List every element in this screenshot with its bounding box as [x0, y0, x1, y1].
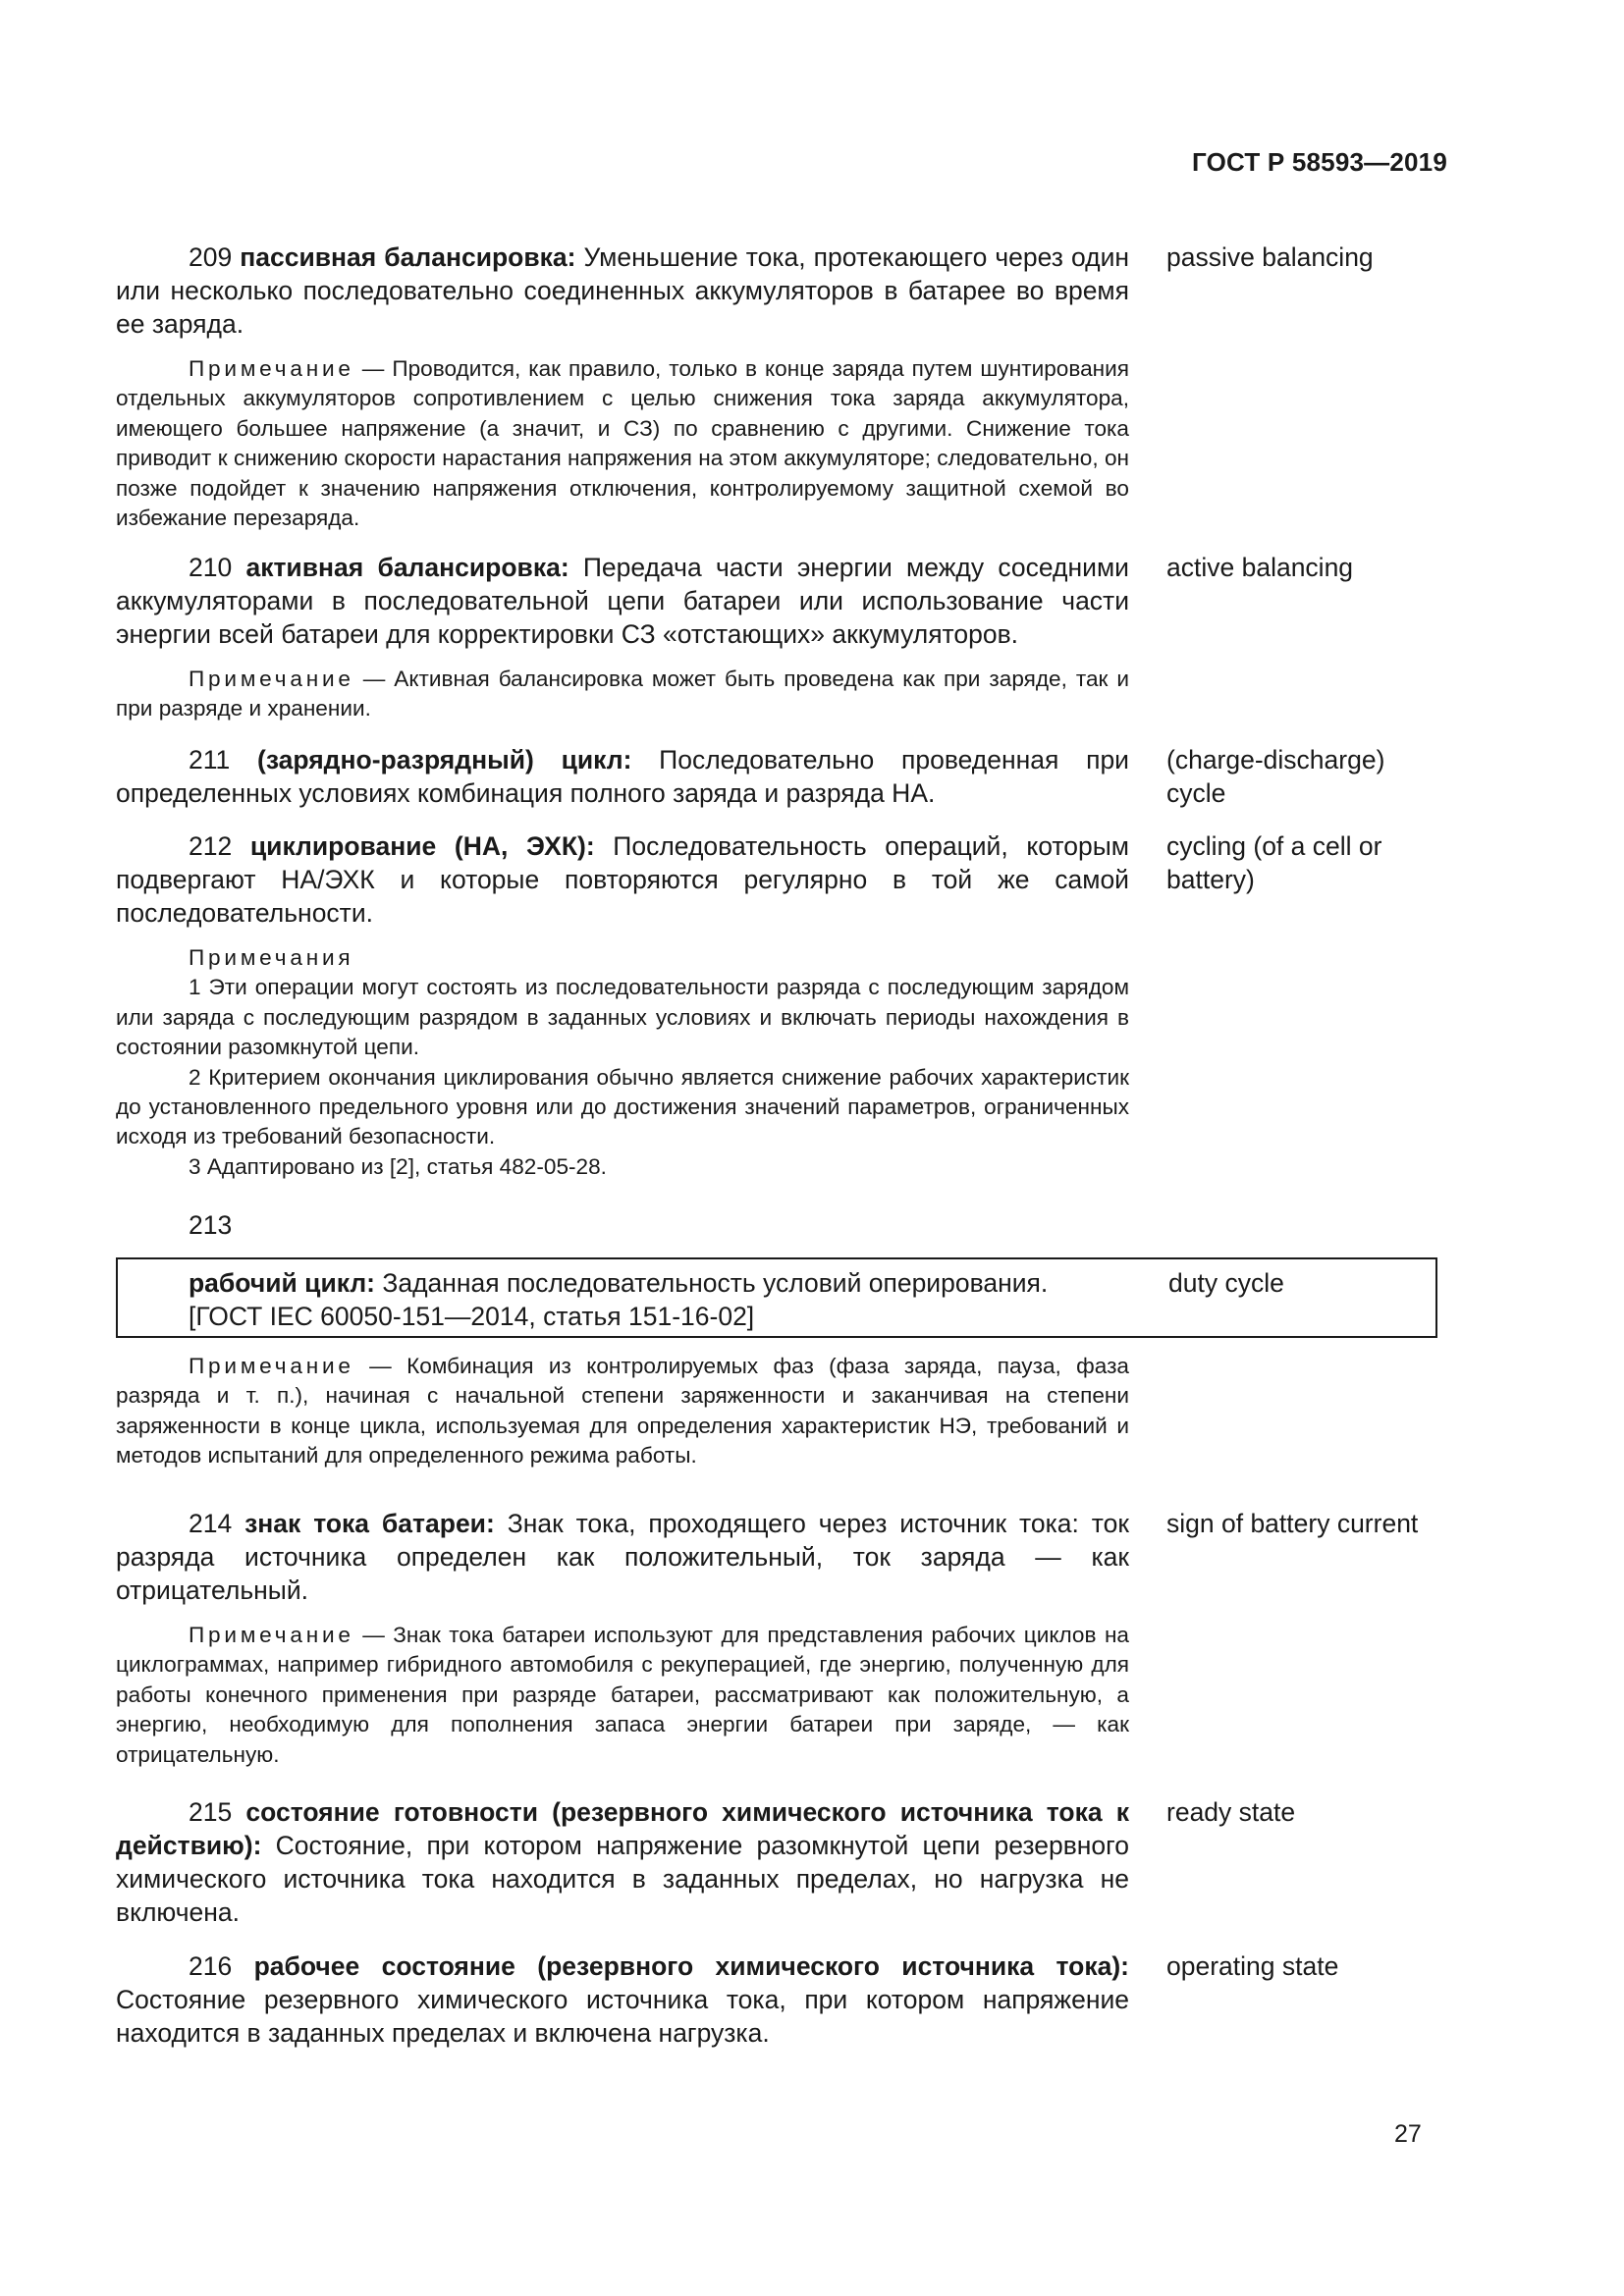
definition: Знак тока, проходящего через источник тока: ток разряда источника определен как положительный, ток заряда — как отрицательный. — [116, 1509, 1129, 1605]
definition: Состояние резервного химического источника тока, при котором напряжение находится в заданных пределах и включена нагрузка. — [116, 1985, 1129, 2048]
term: (зарядно-разрядный) цикл: — [257, 745, 632, 774]
term: состояние готовности (резервного химического источника тока к действию): — [116, 1797, 1130, 1860]
term: рабочий цикл: — [189, 1268, 375, 1298]
english-equivalent: sign of battery current — [1166, 1509, 1419, 1538]
entry-209 — [116, 240, 1443, 533]
english-equivalent: passive balancing — [1166, 242, 1374, 272]
entry-210 — [116, 551, 1443, 724]
english-equivalent: cycling (of a cell or battery) — [1166, 831, 1382, 894]
entry-number: 211 — [189, 745, 231, 774]
note — [116, 665, 1129, 724]
note-text: — Комбинация из контролируемых фаз (фаза заряда, пауза, фаза разряда и т. п.), начиная с начальной степени заряженности и заканчивая на степени заряженности в конце цикла, используемая для определения характеристик НЭ, требований и методов испытаний для определенного режима работы. — [116, 1354, 1129, 1468]
definition: Уменьшение тока, протекающего через один или несколько последовательно соединенных аккумуляторов в батарее во время ее заряда. — [116, 242, 1130, 339]
boxed-term-213 — [116, 1257, 1437, 1338]
english-equivalent: (charge-discharge) cycle — [1166, 745, 1385, 808]
definition: Состояние, при котором напряжение разомкнутой цепи резервного химического источника тока находится в заданных пределах, но нагрузка не включена. — [116, 1831, 1129, 1927]
note-text: — Проводится, как правило, только в конце заряда путем шунтирования отдельных аккумуляторов сопротивлением с целью снижения тока заряда аккумулятора, имеющего большее напряжение (а значит, и СЗ) по сравнению с другими. Снижение тока приводит к снижению скорости нарастания напряжения на этом аккумуляторе; следовательно, он позже подойдет к значению напряжения отключения, контролируемому защитной схемой во избежание перезаряда. — [116, 356, 1129, 531]
entry-number: 209 — [189, 242, 233, 272]
standard-designation: ГОСТ Р 58593—2019 — [1192, 147, 1447, 177]
entry-211 — [116, 743, 1443, 810]
english-equivalent: active balancing — [1166, 553, 1354, 582]
entry-number: 210 — [189, 553, 233, 582]
entry-215 — [116, 1795, 1443, 1929]
entry-number: 215 — [189, 1797, 233, 1827]
note-label: Примечание — [189, 1623, 354, 1647]
definition-text — [116, 1949, 1129, 2050]
note-label: Примечание — [189, 667, 354, 691]
page-number: 27 — [1394, 2120, 1422, 2148]
english-equivalent: operating state — [1166, 1951, 1339, 1981]
reference: [ГОСТ IEC 60050-151—2014, статья 151-16-02] — [189, 1302, 755, 1331]
definition-text — [116, 743, 1129, 810]
definition: Последовательно проведенная при определенных условиях комбинация полного заряда и разряда НА. — [116, 745, 1129, 808]
entry-214 — [116, 1507, 1443, 1770]
definition-text — [116, 829, 1129, 930]
note-text: — Активная балансировка может быть проведена как при заряде, так и при разряде и хранении. — [116, 667, 1129, 721]
note-item: 3 Адаптировано из [2], статья 482-05-28. — [189, 1153, 607, 1179]
note-item: 1 Эти операции могут состоять из последовательности разряда с последующим зарядом или заряда с последующим разрядом в заданных условиях и включать периоды нахождения в состоянии разомкнутой цепи. — [116, 975, 1129, 1060]
definition-text — [116, 240, 1129, 341]
entry-212 — [116, 829, 1443, 1182]
definition: Последовательность операций, которым подвергают НА/ЭХК и которые повторяются регулярно в той же самой последовательности. — [116, 831, 1129, 928]
entry-number: 214 — [189, 1509, 233, 1538]
definition-text — [116, 1795, 1129, 1929]
note-text: — Знак тока батареи используют для представления рабочих циклов на циклограммах, например гибридного автомобиля с рекуперацией, где энергию, полученную для работы конечного применения при разряде батареи, рассматривают как положительную, а энергию, необходимую для пополнения запаса энергии батареи при заряде, — как отрицательную. — [116, 1623, 1129, 1767]
definition-text — [189, 1266, 1210, 1333]
note-item: 2 Критерием окончания циклирования обычно является снижение рабочих характеристик до установленного предельного уровня или до достижения значений параметров, ограниченных исходя из требований безопасности. — [116, 1064, 1129, 1149]
definition-text — [116, 1507, 1129, 1607]
note-label: Примечание — [189, 356, 354, 381]
entry-number-213: 213 — [189, 1210, 233, 1240]
entry-216 — [116, 1949, 1443, 2050]
term: знак тока батареи: — [244, 1509, 495, 1538]
definition: Заданная последовательность условий оперирования. — [374, 1268, 1049, 1298]
notes — [116, 943, 1129, 1182]
english-equivalent: ready state — [1166, 1797, 1296, 1827]
notes-title: Примечания — [189, 945, 354, 970]
term: пассивная балансировка: — [240, 242, 576, 272]
definition: Передача части энергии между соседними аккумуляторами в последовательной цепи батареи или использование части энергии всей батареи для корректировки СЗ «отстающих» аккумуляторов. — [116, 553, 1129, 649]
entry-213-note — [116, 1352, 1443, 1471]
note-label: Примечание — [189, 1354, 354, 1378]
entry-number: 212 — [189, 831, 233, 861]
term: активная балансировка: — [245, 553, 569, 582]
entry-number: 216 — [189, 1951, 233, 1981]
note — [116, 354, 1129, 533]
note — [116, 1352, 1129, 1471]
term: рабочее состояние (резервного химического источника тока): — [253, 1951, 1129, 1981]
english-equivalent: duty cycle — [1168, 1268, 1284, 1298]
definition-text — [116, 551, 1129, 651]
term: циклирование (НА, ЭХК): — [249, 831, 595, 861]
note — [116, 1621, 1129, 1770]
